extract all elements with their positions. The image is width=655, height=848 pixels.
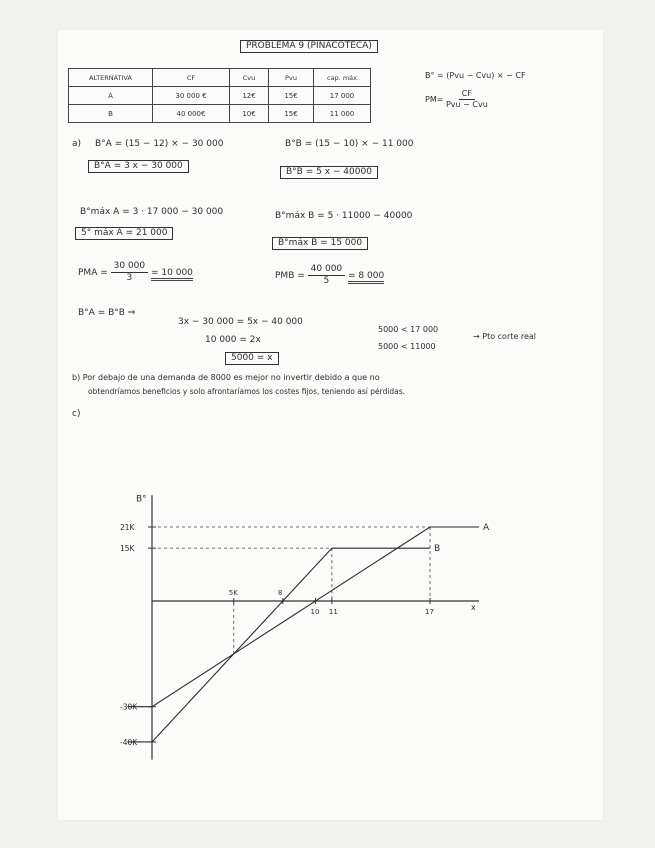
table-header: Cvu (230, 69, 269, 87)
table-cell: 10€ (230, 105, 269, 123)
y-tick-label: 21K (120, 523, 135, 532)
problem-title: PROBLEMA 9 (PINACOTECA) (240, 40, 378, 53)
pm-a-denominator: 3 (126, 273, 133, 283)
equality-step-1: 3x − 30 000 = 5x − 40 000 (178, 317, 303, 327)
pm-a-result: = 10 000 (151, 268, 193, 281)
table-cell: 17 000 (314, 87, 371, 105)
table-cell: 40 000€ (153, 105, 230, 123)
table-cell: 15€ (269, 87, 314, 105)
part-a-label: a) (72, 139, 82, 149)
pm-a-numerator: 30 000 (111, 262, 149, 273)
pm-denominator: Pvu − Cvu (445, 100, 488, 109)
check-1: 5000 < 17 000 (378, 325, 439, 334)
table-cell: 30 000 € (153, 87, 230, 105)
table-header: Pvu (269, 69, 314, 87)
table-header: ALTERNATIVA (69, 69, 153, 87)
part-b-line-2: obtendríamos beneficios y solo afrontaríamos los costes fijos, teniendo así pérdidas. (88, 387, 406, 396)
pm-a-label: PMA = (78, 268, 108, 278)
table-cell: B (69, 105, 153, 123)
pm-numerator: CF (459, 90, 475, 100)
series-line-a (127, 527, 479, 707)
pm-b-denominator: 5 (323, 276, 330, 286)
y-axis-label: B° (136, 494, 147, 505)
profit-b-result: B°B = 5 x − 40000 (280, 166, 378, 179)
x-tick-label: 10 (310, 608, 320, 616)
table-header: cap. máx (314, 69, 371, 87)
table-cell: 12€ (230, 87, 269, 105)
table-cell: 15€ (269, 105, 314, 123)
x-tick-label: 17 (425, 608, 434, 616)
equality-step-2: 10 000 = 2x (205, 335, 261, 345)
check-2: 5000 < 11000 (378, 342, 436, 351)
y-tick-label: 15K (120, 544, 135, 554)
profit-b-equation: B°B = (15 − 10) × − 11 000 (285, 139, 414, 149)
x-tick-label: 11 (328, 608, 338, 616)
max-profit-b-equation: B°máx B = 5 · 11000 − 40000 (275, 211, 413, 221)
max-profit-a-result: 5° máx A = 21 000 (75, 227, 173, 240)
x-tick-label: 5K (228, 589, 238, 597)
table-cell: A (69, 87, 153, 105)
pm-b-label: PMB = (275, 271, 305, 281)
check-note: → Pto corte real (473, 332, 536, 341)
max-profit-b-result: B°máx B = 15 000 (272, 237, 368, 250)
part-b-line-1: b) Por debajo de una demanda de 8000 es mejor no invertir debido a que no (72, 373, 380, 382)
y-tick-label: -30K (120, 702, 138, 712)
series-label-a: A (483, 523, 490, 533)
pm-formula-label: PM= (425, 95, 444, 104)
pm-b-numerator: 40 000 (308, 265, 346, 276)
x-axis-label: x (471, 603, 476, 612)
series-label-b: B (434, 544, 441, 555)
profit-formula: B° = (Pvu − Cvu) × − CF (425, 71, 526, 80)
table-cell: 11 000 (314, 105, 371, 123)
x-tick-label: 8 (277, 589, 283, 597)
profit-a-result: B°A = 3 x − 30 000 (88, 160, 189, 173)
equality-label: B°A = B°B ⇒ (78, 308, 136, 318)
max-profit-a-equation: B°máx A = 3 · 17 000 − 30 000 (80, 207, 224, 217)
chart-layer (120, 494, 490, 759)
part-c-label: c) (72, 409, 81, 419)
y-tick-label: -40K (120, 737, 138, 747)
table-header: CF (153, 69, 230, 87)
series-line-b (127, 548, 430, 742)
profit-a-equation: B°A = (15 − 12) × − 30 000 (95, 139, 224, 149)
equality-result: 5000 = x (225, 352, 279, 365)
pm-b-result: = 8 000 (348, 271, 384, 284)
